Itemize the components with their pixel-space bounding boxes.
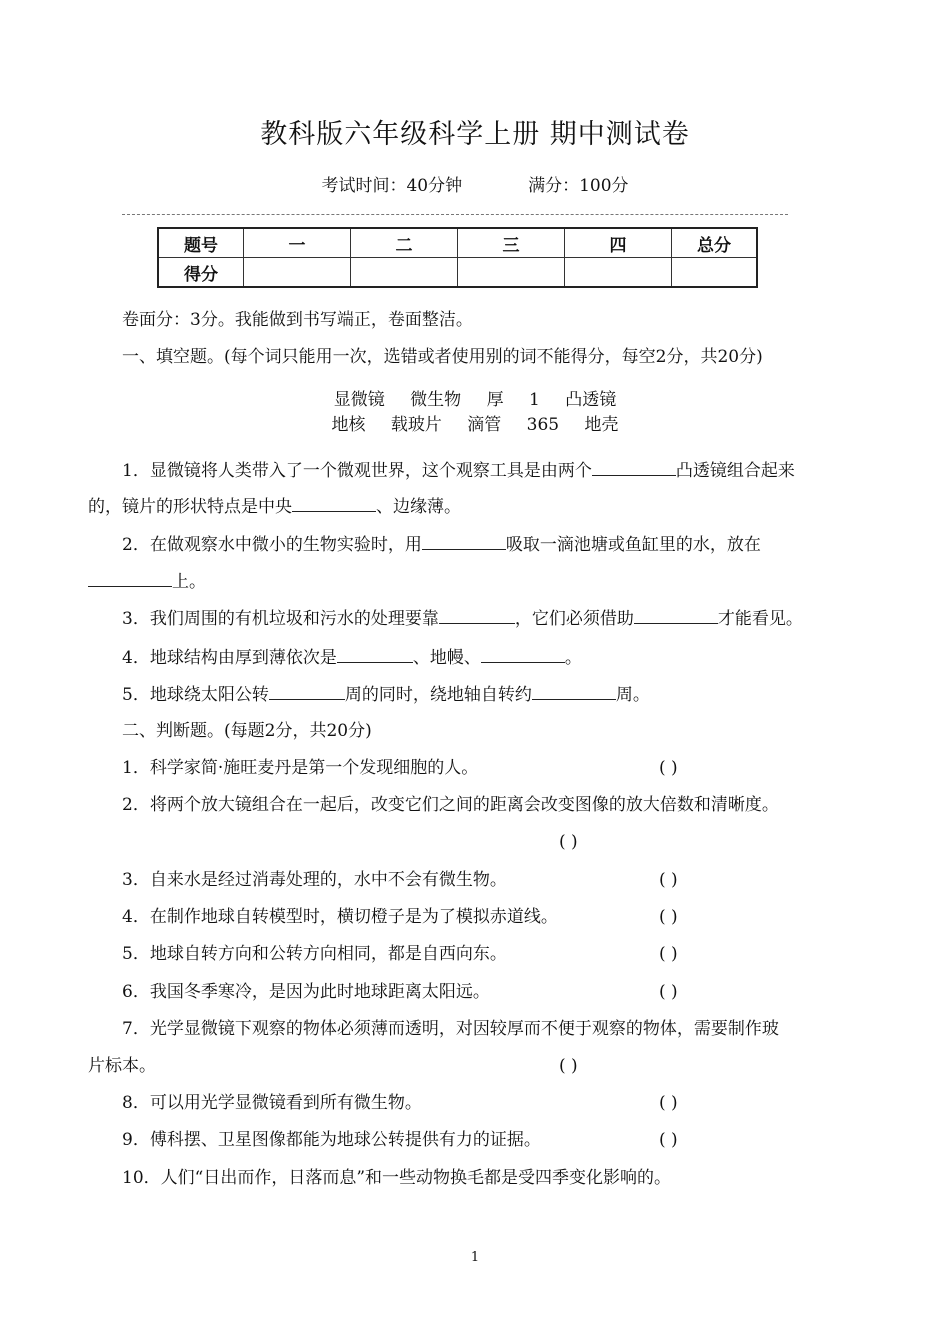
score-input-cell[interactable] — [565, 258, 672, 288]
judge-question-10: 10．人们“日出而作，日落而息”和一些动物换毛都是受四季变化影响的。 — [122, 1168, 672, 1188]
answer-paren[interactable]: ( ) — [659, 870, 678, 890]
answer-blank[interactable] — [88, 569, 172, 587]
score-input-cell[interactable] — [458, 258, 565, 288]
score-cell: 题号 — [158, 228, 244, 258]
answer-paren[interactable]: ( ) — [659, 944, 678, 964]
wordbank-item: 凸透镜 — [565, 390, 617, 410]
wordbank-item: 1 — [528, 390, 540, 410]
wordbank-item: 地壳 — [584, 415, 619, 435]
answer-paren[interactable]: ( ) — [659, 1093, 678, 1113]
answer-blank[interactable] — [269, 682, 345, 700]
score-table-header-row — [158, 228, 757, 258]
question-text: 吸取一滴池塘或鱼缸里的水，放在 — [505, 535, 761, 555]
score-input-cell[interactable] — [672, 258, 758, 288]
judge-question-3: 3．自来水是经过消毒处理的，水中不会有微生物。 — [122, 870, 507, 890]
wordbank-item: 地核 — [331, 415, 366, 435]
fill-question-2-cont — [88, 569, 868, 594]
score-cell: 三 — [458, 228, 565, 258]
answer-blank[interactable] — [481, 645, 565, 663]
question-text: 周。 — [615, 685, 650, 705]
question-text: 才能看见。 — [717, 609, 803, 629]
question-text: 4．地球结构由厚到薄依次是 — [122, 648, 337, 668]
wordbank-item: 微生物 — [410, 390, 462, 410]
question-text: ，它们必须借助 — [514, 609, 634, 629]
fill-question-1 — [122, 458, 902, 483]
answer-blank[interactable] — [292, 494, 376, 512]
full-score: 满分：100分 — [528, 176, 629, 196]
answer-blank[interactable] — [592, 458, 676, 476]
fill-question-1-cont — [88, 494, 868, 519]
question-text: 的，镜片的形状特点是中央 — [88, 497, 292, 517]
score-cell: 四 — [565, 228, 672, 258]
page-title: 教科版六年级科学上册 期中测试卷 — [260, 119, 690, 150]
answer-blank[interactable] — [439, 606, 515, 624]
page-number: 1 — [470, 1250, 480, 1265]
judge-question-9: 9．傅科摆、卫星图像都能为地球公转提供有力的证据。 — [122, 1130, 541, 1150]
answer-paren[interactable]: ( ) — [559, 1056, 578, 1076]
exam-time: 考试时间：40分钟 — [321, 176, 463, 196]
question-text: 凸透镜组合起来 — [675, 461, 795, 481]
judge-question-5: 5．地球自转方向和公转方向相同，都是自西向东。 — [122, 944, 507, 964]
judge-question-4: 4．在制作地球自转模型时，横切橙子是为了模拟赤道线。 — [122, 907, 558, 927]
question-text: 。 — [564, 648, 582, 668]
answer-paren[interactable]: ( ) — [659, 982, 678, 1002]
score-cell: 一 — [244, 228, 351, 258]
wordbank-item: 滴管 — [467, 415, 502, 435]
question-text: 上。 — [172, 572, 206, 592]
section1-heading: 一、填空题。(每个词只能用一次，选错或者使用别的词不能得分，每空2分，共20分) — [122, 347, 763, 367]
score-cell: 二 — [351, 228, 458, 258]
answer-paren[interactable]: ( ) — [659, 1130, 678, 1150]
question-text: 、边缘薄。 — [376, 497, 461, 517]
wordbank-item: 载玻片 — [390, 415, 442, 435]
wordbank-item: 厚 — [486, 390, 504, 410]
answer-paren[interactable]: ( ) — [559, 832, 578, 852]
score-cell: 得分 — [158, 258, 244, 288]
judge-question-7-cont: 片标本。 — [88, 1056, 156, 1076]
wordbank-row — [0, 388, 950, 412]
question-text: 、地幔、 — [412, 648, 481, 668]
score-input-cell[interactable] — [244, 258, 351, 288]
judge-question-7: 7．光学显微镜下观察的物体必须薄而透明，对因较厚而不便于观察的物体，需要制作玻 — [122, 1019, 779, 1039]
fill-question-2 — [122, 532, 902, 557]
wordbank-item: 显微镜 — [333, 390, 385, 410]
fill-question-3 — [122, 606, 902, 631]
question-text: 5．地球绕太阳公转 — [122, 685, 269, 705]
judge-question-1: 1．科学家简·施旺麦丹是第一个发现细胞的人。 — [122, 758, 479, 778]
answer-blank[interactable] — [422, 532, 506, 550]
judge-question-6: 6．我国冬季寒冷，是因为此时地球距离太阳远。 — [122, 982, 490, 1002]
fill-question-4 — [122, 645, 902, 670]
answer-blank[interactable] — [337, 645, 413, 663]
score-table — [157, 227, 758, 288]
answer-blank[interactable] — [634, 606, 718, 624]
question-text: 2．在做观察水中微小的生物实验时，用 — [122, 535, 422, 555]
answer-paren[interactable]: ( ) — [659, 758, 678, 778]
fill-question-5 — [122, 682, 902, 707]
question-text: 1．显微镜将人类带入了一个微观世界，这个观察工具是由两个 — [122, 461, 592, 481]
score-table-score-row — [158, 258, 757, 288]
judge-question-2: 2．将两个放大镜组合在一起后，改变它们之间的距离会改变图像的放大倍数和清晰度。 — [122, 795, 779, 815]
score-input-cell[interactable] — [351, 258, 458, 288]
section2-heading: 二、判断题。(每题2分，共20分) — [122, 721, 372, 741]
question-text: 周的同时，绕地轴自转约 — [344, 685, 532, 705]
score-cell: 总分 — [672, 228, 758, 258]
exam-info — [0, 171, 950, 196]
neatness-note: 卷面分：3分。我能做到书写端正，卷面整洁。 — [122, 310, 473, 330]
wordbank-row — [0, 413, 950, 437]
question-text: 3．我们周围的有机垃圾和污水的处理要靠 — [122, 609, 439, 629]
dashed-divider — [122, 214, 788, 215]
judge-question-8: 8．可以用光学显微镜看到所有微生物。 — [122, 1093, 422, 1113]
wordbank-item: 365 — [526, 415, 560, 435]
answer-paren[interactable]: ( ) — [659, 907, 678, 927]
answer-blank[interactable] — [532, 682, 616, 700]
